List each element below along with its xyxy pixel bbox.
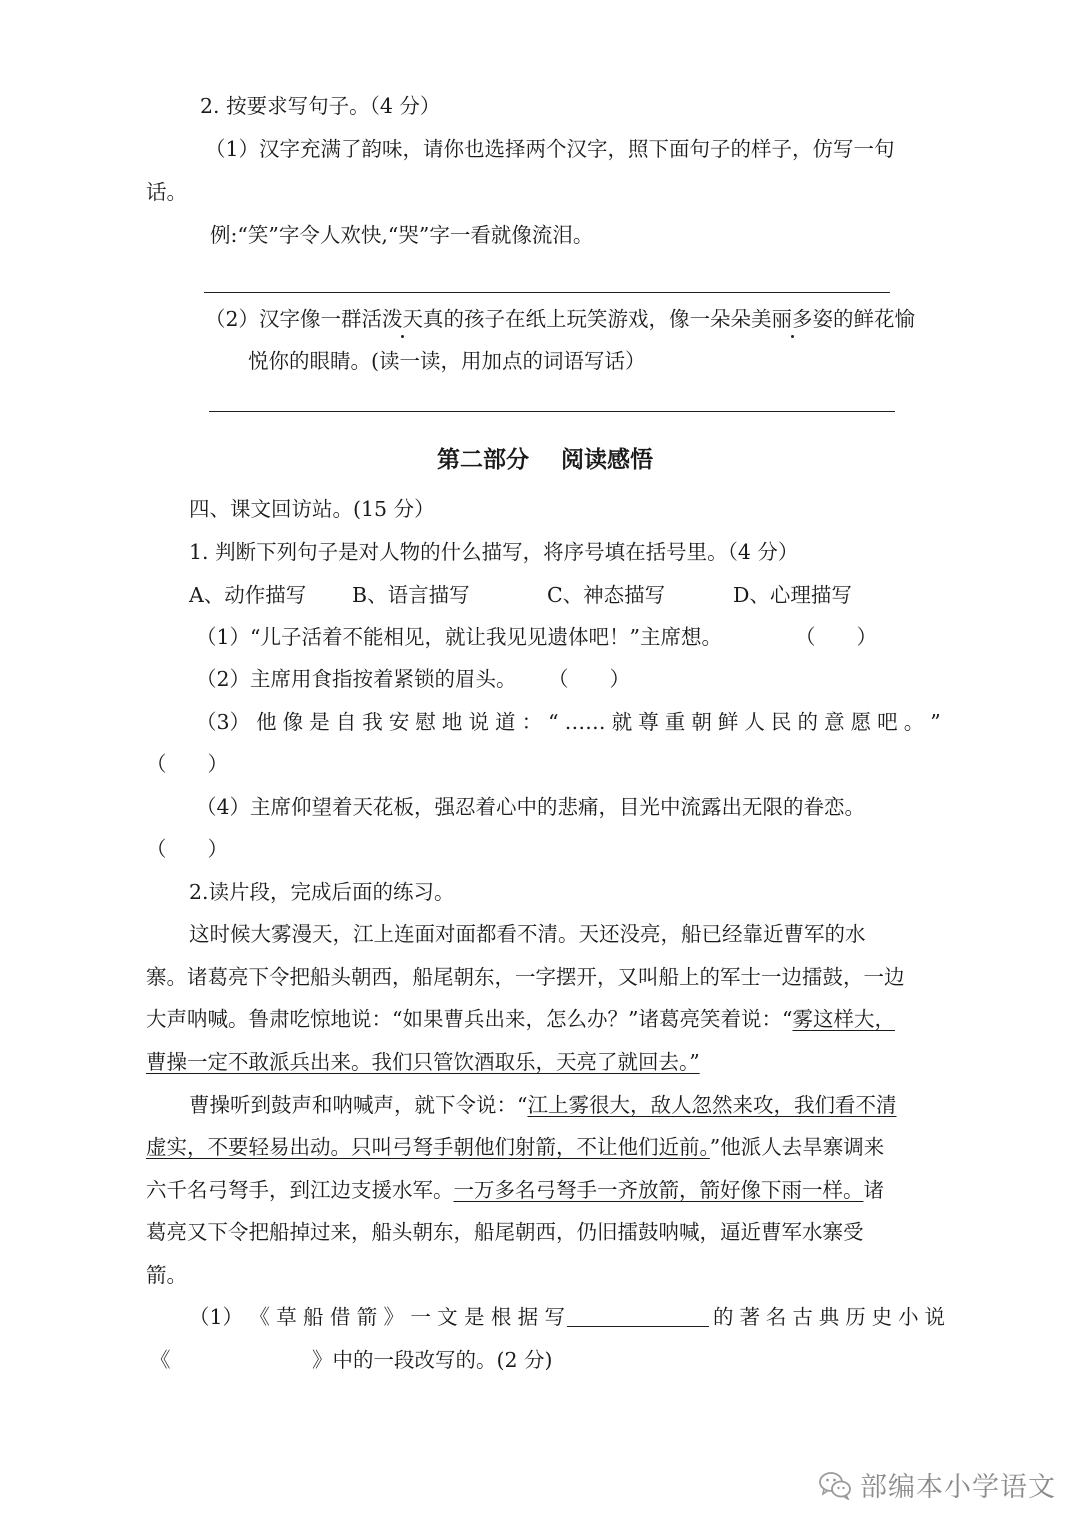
sub1-line2-close: 》中的一段改写的。(2 分): [312, 1348, 553, 1372]
sentence-1: （1）“儿子活着不能相见，就让我见见遗体吧！”主席想。: [196, 625, 723, 649]
passage-p1-line1: 这时候大雾漫天，江上连面对面都看不清。天还没亮，船已经靠近曹军的水: [189, 922, 866, 946]
dotted-word-2: 美丽多姿: [751, 307, 834, 331]
answer-paren-3[interactable]: （ ）: [146, 752, 228, 776]
answer-paren-4[interactable]: （ ）: [146, 837, 228, 861]
watermark: [818, 1465, 1056, 1504]
answer-line-1[interactable]: [204, 292, 890, 293]
part4-q1: 1. 判断下列句子是对人物的什么描写，将序号填在括号里。（4 分）: [189, 540, 799, 564]
option-d: D、心理描写: [733, 583, 852, 607]
passage-p2-line5: 箭。: [146, 1263, 187, 1287]
underlined-text-2: 曹操一定不敢派兵出来。我们只管饮酒取乐，天亮了就回去。”: [146, 1050, 700, 1074]
passage-p2-line2: 虚实，不要轻易出动。只叫弓弩手朝他们射箭，不让他们近前。”他派人去旱寨调来: [146, 1135, 885, 1159]
underlined-text-4: 虚实，不要轻易出动。只叫弓弩手朝他们射箭，不让他们近前。: [146, 1135, 710, 1159]
q2-example: 例:“笑”字令人欢快,“哭”字一看就像流泪。: [210, 223, 594, 247]
option-c: C、神态描写: [547, 583, 666, 607]
passage-p1-line3: 大声呐喊。鲁肃吃惊地说：“如果曹兵出来，怎么办？”诸葛亮笑着说：“雾这样大，: [146, 1007, 895, 1031]
sentence-3: （3） 他 像 是 自 我 安 慰 地 说 道 ： “ …… 就 尊 重 朝 鲜 人 民 的 意 愿 吧 。 ”: [196, 710, 941, 734]
answer-blank-author[interactable]: [567, 1304, 709, 1327]
part4-q2: 2.读片段，完成后面的练习。: [189, 880, 455, 904]
passage-p1-line4: [146, 1047, 700, 1077]
q2-part1-line2: 话。: [146, 180, 187, 204]
q2-part2-line2: 悦你的眼睛。(读一读，用加点的词语写话）: [248, 349, 646, 373]
sub1-line1-a: （1） 《 草 船 借 箭 》 一 文 是 根 据 写: [189, 1305, 565, 1329]
sentence-2: （2）主席用食指按着紧锁的眉头。: [196, 667, 517, 691]
answer-paren-2[interactable]: （ ）: [548, 667, 630, 691]
q2-part2-line1: （2）汉字像一群活泼天真的孩子在纸上玩笑游戏，像一朵朵美丽多姿的鲜花愉: [205, 307, 916, 331]
underlined-text-3: 江上雾很大，敌人忽然来攻，我们看不清: [527, 1093, 897, 1117]
passage-p1-line2: 寨。诸葛亮下令把船头朝西，船尾朝东，一字摆开，又叫船上的军士一边擂鼓，一边: [146, 965, 905, 989]
answer-paren-1[interactable]: （ ）: [795, 625, 877, 649]
answer-line-2[interactable]: [209, 411, 895, 412]
passage-p2-line3: 六千名弓弩手，到江边支援水军。一万多名弓弩手一齐放箭，箭好像下雨一样。诸: [146, 1178, 884, 1202]
option-a: A、动作描写: [189, 583, 307, 607]
sentence-4: （4）主席仰望着天花板，强忍着心中的悲痛，目光中流露出无限的眷恋。: [196, 795, 866, 819]
part4-heading: 四、课文回访站。(15 分）: [189, 497, 435, 521]
q2-part1-line1: （1）汉字充满了韵味，请你也选择两个汉字，照下面句子的样子，仿写一句: [205, 137, 895, 161]
option-b: B、语言描写: [352, 583, 470, 607]
section-title: 第二部分 阅读感悟: [436, 446, 654, 473]
q2-heading: 2. 按要求写句子。（4 分）: [200, 94, 441, 118]
dotted-word-1: 活泼天真: [361, 307, 444, 331]
underlined-text-1: 雾这样大，: [792, 1007, 895, 1031]
watermark-text: 部编本小学语文: [860, 1472, 1056, 1503]
passage-p2-line4: 葛亮又下令把船掉过来，船头朝东，船尾朝西，仍旧擂鼓呐喊，逼近曹军水寨受: [146, 1220, 864, 1244]
sub1-line1-b: 的 著 名 古 典 历 史 小 说: [713, 1305, 945, 1329]
answer-blank-novel[interactable]: [172, 1347, 310, 1373]
sub1-line2-open: 《: [150, 1348, 171, 1372]
wechat-icon: [818, 1470, 852, 1500]
underlined-text-5: 一万多名弓弩手一齐放箭，箭好像下雨一样。: [453, 1178, 864, 1202]
passage-p2-line1: 曹操听到鼓声和呐喊声，就下令说：“江上雾很大，敌人忽然来攻，我们看不清: [189, 1093, 897, 1117]
